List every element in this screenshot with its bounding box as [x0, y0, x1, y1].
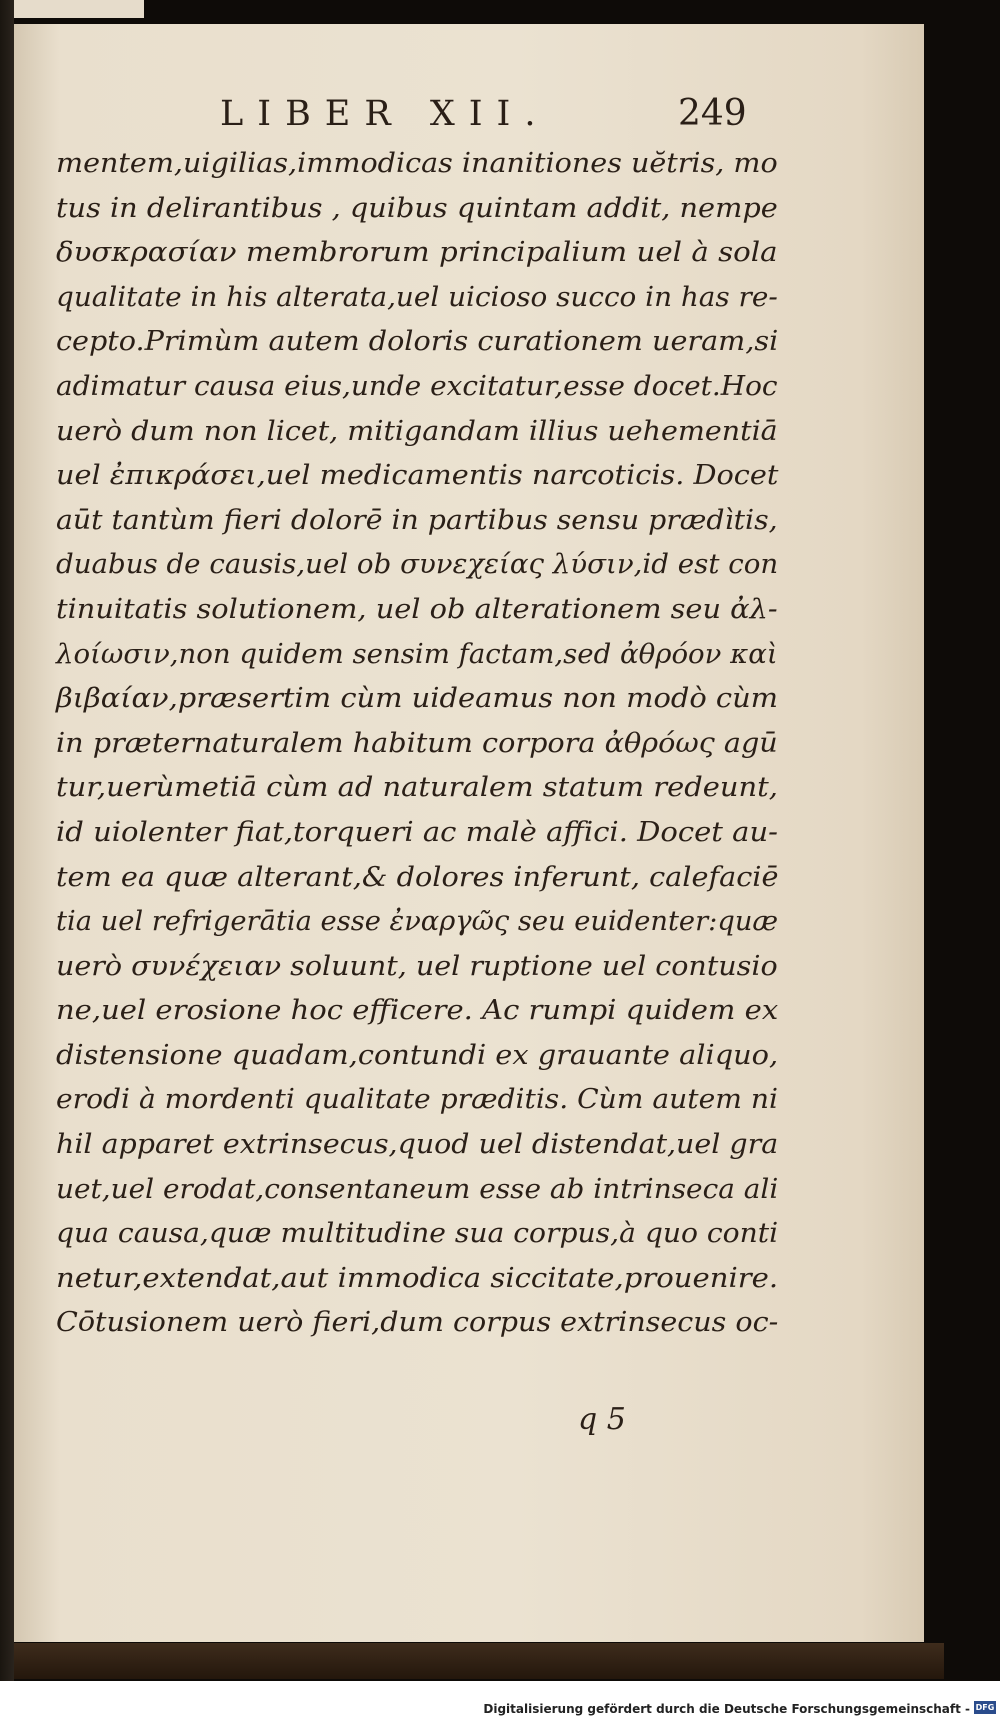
text-line: tia uel refrigerātia esse ἐναργῶς seu euidenter:quæ	[56, 906, 779, 938]
text-line: δυσκρασίαν membrorum principalium uel à sola	[56, 237, 778, 269]
text-line: netur,extendat,aut immodica siccitate,prouenire.	[56, 1262, 779, 1294]
book-spine-edge	[0, 0, 14, 1717]
text-line: λοίωσιν,non quidem sensim factam,sed ἀθρόον καὶ	[56, 638, 778, 670]
text-line: uel ἐπικράσει,uel medicamentis narcoticis. Docet	[56, 460, 779, 492]
text-line: id uiolenter fiat,torqueri ac malè affici. Docet au-	[56, 816, 778, 848]
funding-credit: Digitalisierung gefördert durch die Deutsche Forschungsgemeinschaft -	[483, 1702, 970, 1716]
text-line: hil apparet extrinsecus,quod uel distendat,uel gra	[56, 1129, 779, 1161]
text-line: cepto.Primùm autem doloris curationem ueram,si	[56, 326, 779, 358]
text-line: βιβαίαν,præsertim cùm uideamus non modò cùm	[56, 683, 779, 715]
text-line: tem ea quæ alterant,& dolores inferunt, calefaciē	[56, 861, 779, 893]
body-text	[56, 142, 778, 1346]
text-line: mentem,uigilias,immodicas inanitiones uĕtris, mo	[56, 148, 778, 179]
text-line: adimatur causa eius,unde excitatur,esse docet.Hoc	[56, 370, 778, 402]
dfg-logo: DFG	[975, 1703, 995, 1712]
text-line: tur,uerùmetiā cùm ad naturalem statum redeunt,	[56, 772, 778, 804]
text-line: Cōtusionem uerò fieri,dum corpus extrinsecus oc-	[56, 1307, 779, 1339]
text-line: aūt tantùm fieri dolorē in partibus sensu prædìtis,	[56, 504, 778, 536]
text-line: tinuitatis solutionem, uel ob alterationem seu ἀλ-	[56, 593, 778, 625]
text-line: qua causa,quæ multitudine sua corpus,à quo conti	[56, 1218, 779, 1250]
text-line: in præternaturalem habitum corpora ἀθρόως agū	[56, 727, 778, 759]
text-line: distensione quadam,contundi ex grauante aliquo,	[56, 1039, 779, 1071]
text-line: qualitate in his alterata,uel uicioso succo in has re-	[56, 281, 778, 313]
text-line: uet,uel erodat,consentaneum esse ab intrinseca ali	[56, 1173, 779, 1205]
text-line: tus in delirantibus , quibus quintam addit, nempe	[56, 192, 778, 224]
running-title: LIBER XII.	[220, 94, 550, 134]
page-top-edge	[14, 0, 144, 18]
page-number: 249	[678, 93, 747, 134]
text-line: uerò dum non licet, mitigandam illius uehementiā	[56, 415, 778, 447]
page-bottom-edge	[14, 1643, 944, 1679]
text-line: uerò συνέχειαν soluunt, uel ruptione uel contusio	[56, 950, 778, 982]
text-line: erodi à mordenti qualitate præditis. Cùm autem ni	[56, 1084, 778, 1116]
text-line: ne,uel erosione hoc efficere. Ac rumpi quidem ex	[56, 995, 779, 1027]
text-line: duabus de causis,uel ob συνεχείας λύσιν,id est con	[56, 549, 779, 581]
signature-mark: q 5	[578, 1402, 626, 1437]
